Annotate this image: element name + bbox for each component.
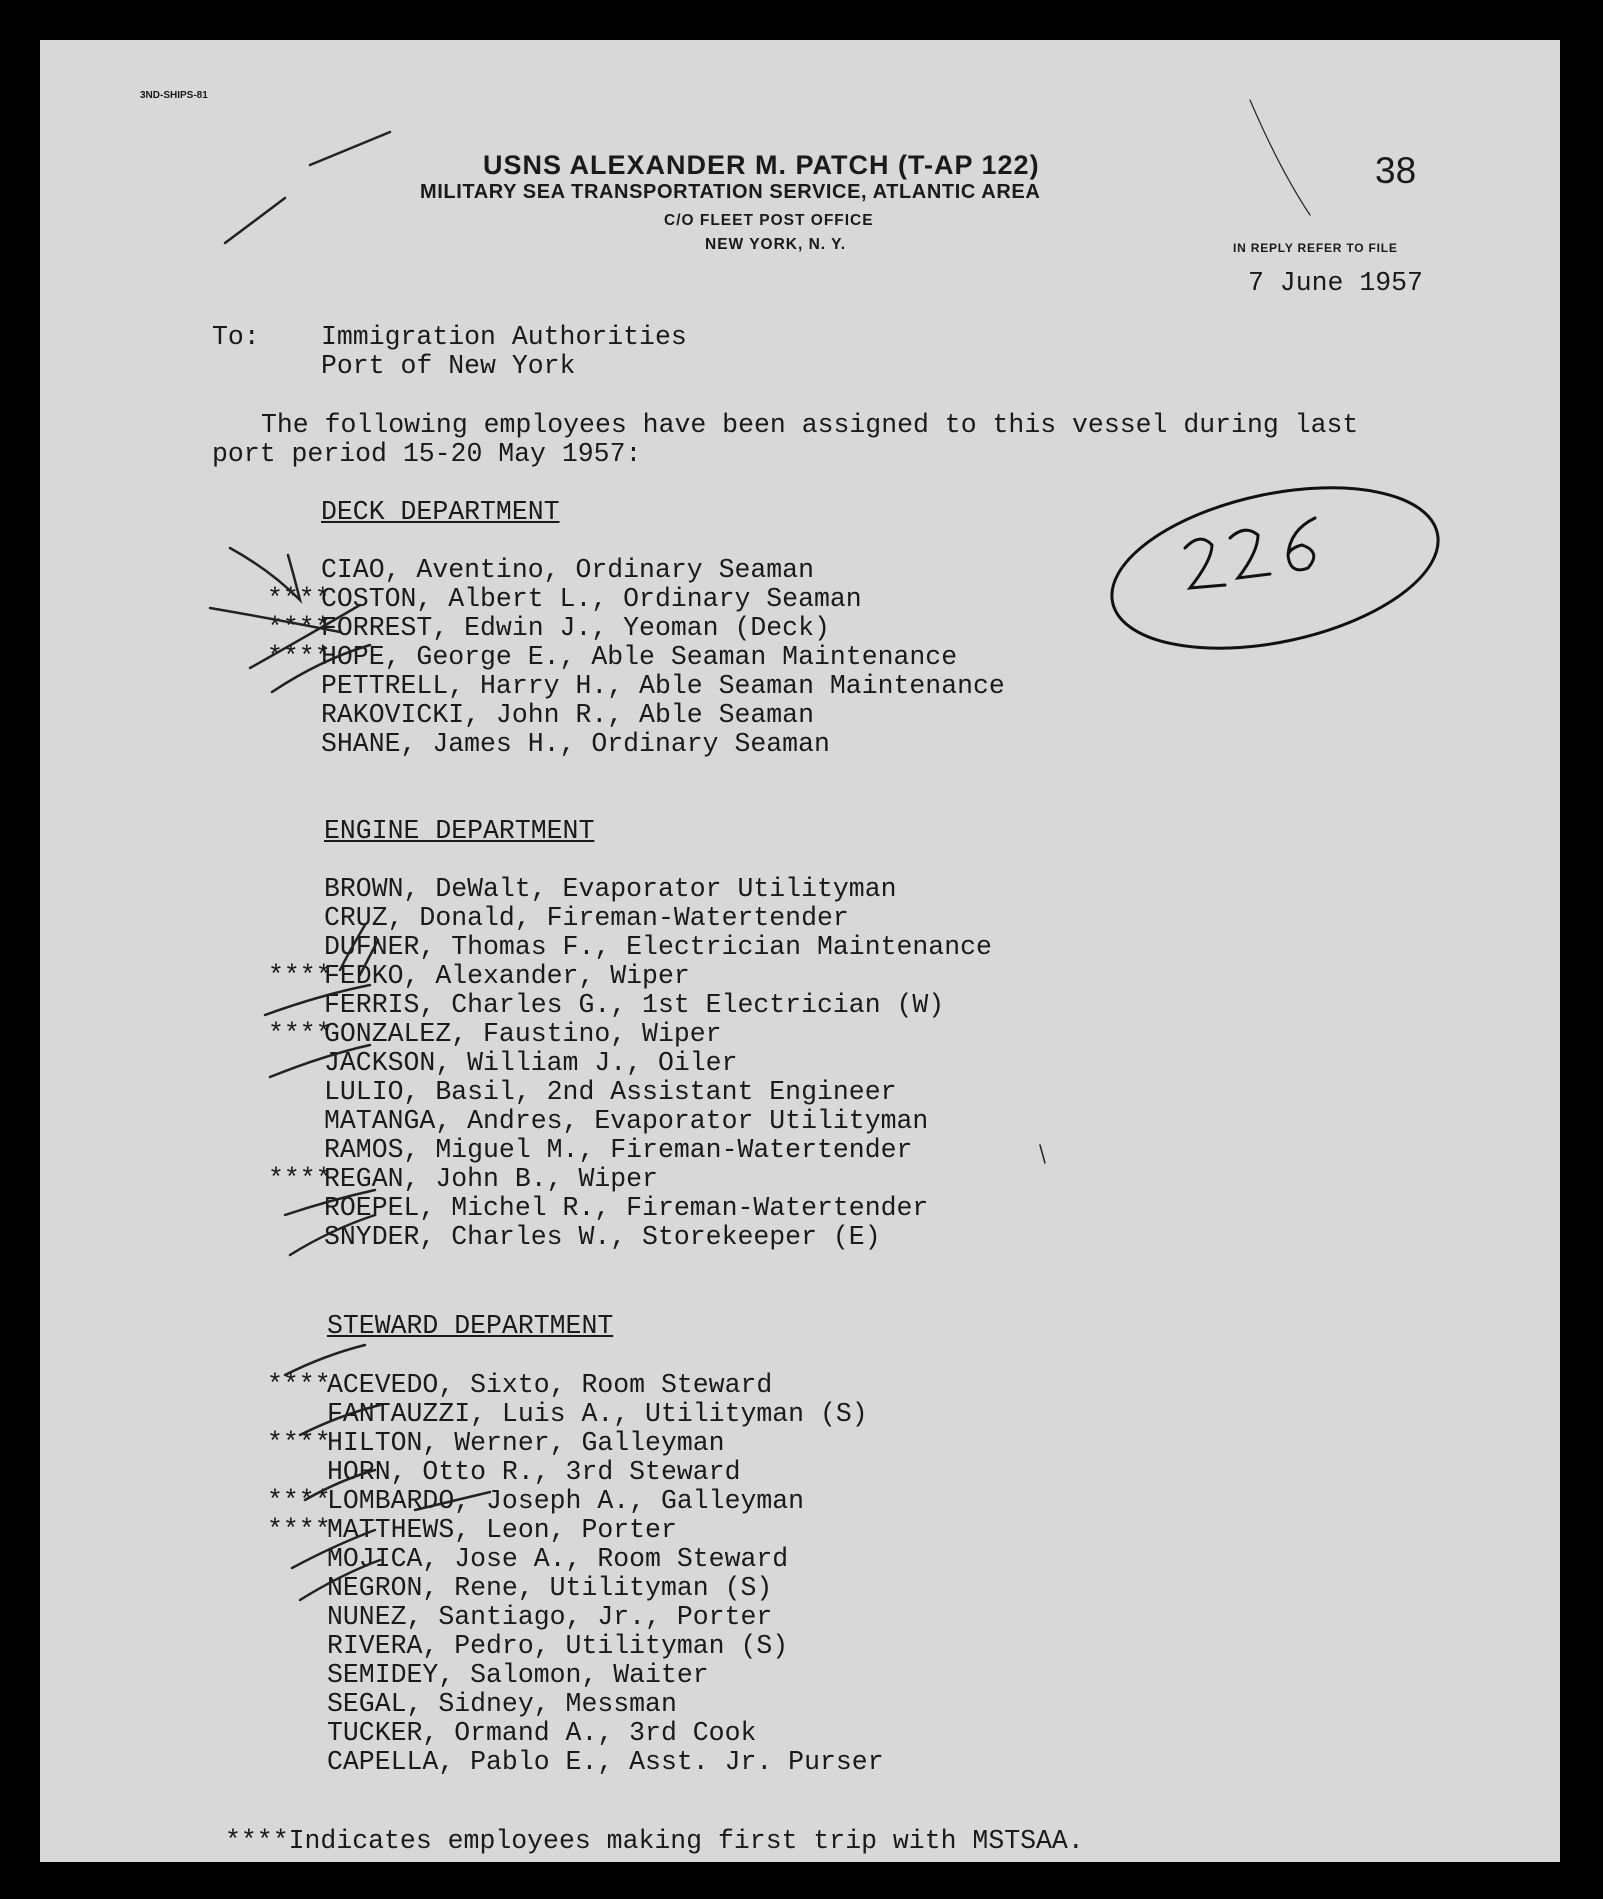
first-trip-marker: ****	[267, 1370, 331, 1400]
crew-entry: SHANE, James H., Ordinary Seaman	[321, 729, 830, 759]
deck-department-heading: DECK DEPARTMENT	[321, 497, 560, 527]
hand-drawn-circle	[1097, 461, 1453, 675]
crew-entry: CAPELLA, Pablo E., Asst. Jr. Purser	[327, 1747, 884, 1777]
crew-entry: LOMBARDO, Joseph A., Galleyman	[327, 1486, 805, 1516]
crew-entry: LULIO, Basil, 2nd Assistant Engineer	[324, 1077, 897, 1107]
pencil-stroke	[310, 132, 390, 165]
letterhead-ship: USNS ALEXANDER M. PATCH (T-AP 122)	[483, 150, 1040, 180]
crew-entry: NEGRON, Rene, Utilityman (S)	[327, 1573, 773, 1603]
footnote: ****Indicates employees making first trip with MSTSAA.	[225, 1826, 1084, 1856]
reply-reference-label: IN REPLY REFER TO FILE	[1233, 241, 1398, 255]
crew-entry: HOPE, George E., Able Seaman Maintenance	[321, 642, 958, 672]
check-mark	[305, 1470, 375, 1500]
check-mark	[272, 645, 370, 692]
first-trip-marker: ****	[267, 1428, 331, 1458]
first-trip-marker: ****	[268, 961, 332, 991]
crew-entry: MATANGA, Andres, Evaporator Utilityman	[324, 1106, 929, 1136]
first-trip-marker: ****	[267, 1486, 331, 1516]
pencil-stroke	[225, 198, 285, 243]
steward-department-heading: STEWARD DEPARTMENT	[327, 1311, 614, 1341]
first-trip-marker: ****	[267, 1515, 331, 1545]
check-mark	[300, 1405, 380, 1435]
crew-entry: FORREST, Edwin J., Yeoman (Deck)	[321, 613, 830, 643]
intro-line1: The following employees have been assigned to this vessel during last	[261, 410, 1359, 440]
letterhead-address-line2: NEW YORK, N. Y.	[705, 236, 847, 253]
crew-entry: SEGAL, Sidney, Messman	[327, 1689, 677, 1719]
crew-entry: JACKSON, William J., Oiler	[324, 1048, 738, 1078]
crew-entry: MOJICA, Jose A., Room Steward	[327, 1544, 789, 1574]
check-mark	[270, 1045, 370, 1077]
check-mark	[290, 1215, 375, 1255]
crew-entry: RAMOS, Miguel M., Fireman-Watertender	[324, 1135, 913, 1165]
letter-page	[40, 40, 1560, 1862]
crew-entry: CIAO, Aventino, Ordinary Seaman	[321, 555, 814, 585]
handwritten-digit	[1288, 518, 1315, 570]
letterhead-address-line1: C/O FLEET POST OFFICE	[664, 212, 874, 229]
crew-entry: NUNEZ, Santiago, Jr., Porter	[327, 1602, 773, 1632]
crew-entry: FANTAUZZI, Luis A., Utilityman (S)	[327, 1399, 868, 1429]
first-trip-marker: ****	[268, 1019, 332, 1049]
check-mark	[285, 1345, 365, 1375]
crew-entry: ACEVEDO, Sixto, Room Steward	[327, 1370, 773, 1400]
crew-entry: BROWN, DeWalt, Evaporator Utilityman	[324, 874, 897, 904]
check-mark	[250, 605, 360, 668]
recipient-line2: Port of New York	[321, 351, 576, 381]
check-mark	[230, 548, 300, 600]
crew-entry: TUCKER, Ormand A., 3rd Cook	[327, 1718, 757, 1748]
letterhead-service: MILITARY SEA TRANSPORTATION SERVICE, ATLANTIC AREA	[420, 181, 1041, 203]
check-mark	[415, 1492, 490, 1510]
crew-entry: DUFNER, Thomas F., Electrician Maintenance	[324, 932, 992, 962]
crew-entry: SEMIDEY, Salomon, Waiter	[327, 1660, 709, 1690]
handwritten-digit	[1230, 530, 1270, 578]
recipient-line1: Immigration Authorities	[321, 322, 687, 352]
crew-entry: SNYDER, Charles W., Storekeeper (E)	[324, 1222, 881, 1252]
crew-entry: MATTHEWS, Leon, Porter	[327, 1515, 677, 1545]
pencil-stroke	[1250, 100, 1310, 215]
crew-entry: CRUZ, Donald, Fireman-Watertender	[324, 903, 849, 933]
crew-entry: GONZALEZ, Faustino, Wiper	[324, 1019, 722, 1049]
check-mark	[360, 940, 378, 975]
first-trip-marker: ****	[267, 613, 331, 643]
handwritten-marks	[40, 40, 1560, 1862]
intro-line2: port period 15-20 May 1957:	[212, 439, 642, 469]
first-trip-marker: ****	[268, 1164, 332, 1194]
crew-entry: HILTON, Werner, Galleyman	[327, 1428, 725, 1458]
check-mark	[300, 1560, 380, 1600]
crew-entry: RAKOVICKI, John R., Able Seaman	[321, 700, 814, 730]
crew-entry: COSTON, Albert L., Ordinary Seaman	[321, 584, 862, 614]
crew-entry: REGAN, John B., Wiper	[324, 1164, 658, 1194]
check-mark	[265, 985, 370, 1015]
crew-entry: RIVERA, Pedro, Utilityman (S)	[327, 1631, 789, 1661]
check-mark	[292, 1530, 375, 1568]
crew-entry: HORN, Otto R., 3rd Steward	[327, 1457, 741, 1487]
crew-entry: PETTRELL, Harry H., Able Seaman Maintenance	[321, 671, 1005, 701]
first-trip-marker: ****	[267, 642, 331, 672]
form-code: 3ND-SHIPS-81	[140, 90, 208, 101]
letter-date: 7 June 1957	[1248, 268, 1423, 298]
to-label: To:	[212, 322, 260, 352]
check-mark	[285, 1190, 375, 1215]
first-trip-marker: ****	[267, 584, 331, 614]
crew-entry: FERRIS, Charles G., 1st Electrician (W)	[324, 990, 945, 1020]
file-number: 38	[1375, 150, 1417, 191]
pencil-stroke	[1040, 1145, 1045, 1163]
check-mark	[340, 925, 365, 970]
crew-entry: ROEPEL, Michel R., Fireman-Watertender	[324, 1193, 929, 1223]
crew-entry: FEDKO, Alexander, Wiper	[324, 961, 690, 991]
handwritten-digit	[1185, 539, 1225, 588]
engine-department-heading: ENGINE DEPARTMENT	[324, 816, 595, 846]
